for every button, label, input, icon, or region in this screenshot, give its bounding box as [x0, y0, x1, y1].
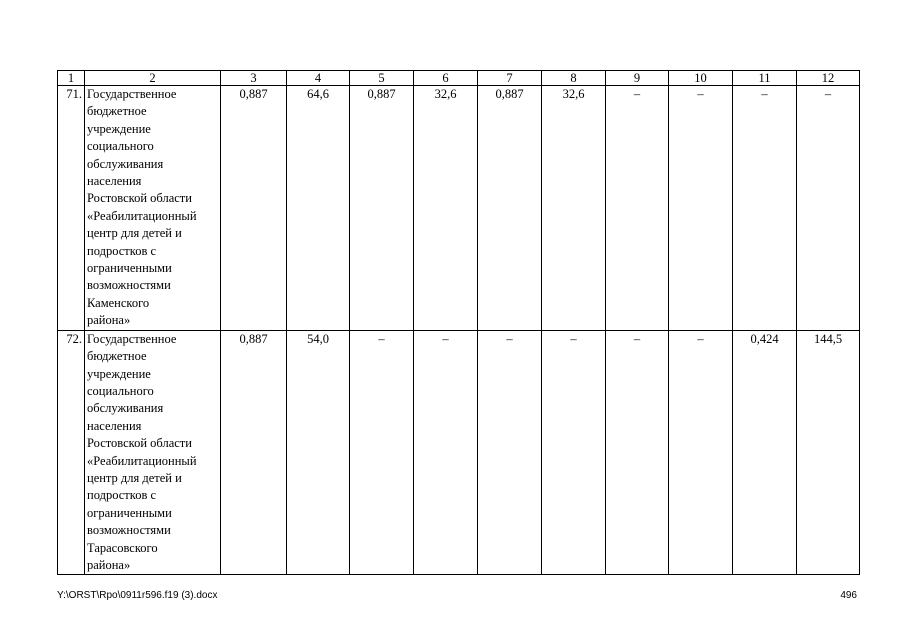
- name-line: бюджетное: [87, 104, 147, 119]
- table-cell: –: [414, 330, 478, 575]
- name-line: центр для детей и: [87, 226, 182, 241]
- name-line: района»: [87, 557, 131, 572]
- row-number: 72.: [58, 330, 85, 575]
- name-line: Каменского: [87, 295, 150, 310]
- column-header: 6: [414, 71, 478, 86]
- column-header: 10: [669, 71, 733, 86]
- table-cell: –: [542, 330, 606, 575]
- name-line: Ростовской области: [87, 436, 192, 451]
- name-line: подростков с: [87, 243, 157, 258]
- name-line: возможностями: [87, 523, 171, 538]
- table-row: [58, 330, 860, 575]
- column-header: 1: [58, 71, 85, 86]
- column-header: 3: [221, 71, 287, 86]
- column-header: 9: [606, 71, 669, 86]
- column-header: 11: [733, 71, 797, 86]
- table-cell: –: [733, 86, 797, 331]
- page-number: 496: [840, 590, 857, 601]
- name-line: социального: [87, 383, 154, 398]
- table-cell: 64,6: [287, 86, 350, 331]
- table-row: [58, 86, 860, 331]
- column-header: 4: [287, 71, 350, 86]
- name-line: ограниченными: [87, 261, 172, 276]
- column-header: 7: [478, 71, 542, 86]
- name-line: Ростовской области: [87, 191, 192, 206]
- name-line: ограниченными: [87, 505, 172, 520]
- table-cell: –: [606, 330, 669, 575]
- table-cell: 0,887: [221, 330, 287, 575]
- table-cell: 54,0: [287, 330, 350, 575]
- name-line: подростков с: [87, 488, 157, 503]
- name-line: Тарасовского: [87, 540, 158, 555]
- name-line: социального: [87, 139, 154, 154]
- name-line: населения: [87, 418, 142, 433]
- name-line: обслуживания: [87, 401, 164, 416]
- institution-name: [85, 86, 221, 331]
- name-line: центр для детей и: [87, 470, 182, 485]
- institution-name: [85, 330, 221, 575]
- name-line: учреждение: [87, 121, 151, 136]
- name-line: обслуживания: [87, 156, 164, 171]
- name-line: Государственное: [87, 87, 177, 101]
- table-cell: 0,424: [733, 330, 797, 575]
- footer-file-path: Y:\ORST\Rpo\0911r596.f19 (3).docx: [57, 590, 218, 601]
- table-cell: –: [669, 330, 733, 575]
- name-line: возможностями: [87, 278, 171, 293]
- table-cell: 32,6: [542, 86, 606, 331]
- name-line: «Реабилитационный: [87, 453, 197, 468]
- name-line: Государственное: [87, 331, 177, 346]
- table-cell: –: [669, 86, 733, 331]
- data-table: [57, 70, 860, 575]
- table-cell: 144,5: [797, 330, 860, 575]
- column-header: 5: [350, 71, 414, 86]
- table-cell: 0,887: [221, 86, 287, 331]
- name-line: района»: [87, 313, 131, 328]
- table-cell: –: [478, 330, 542, 575]
- name-line: бюджетное: [87, 349, 147, 364]
- name-line: «Реабилитационный: [87, 208, 197, 223]
- table-cell: –: [797, 86, 860, 331]
- table-cell: –: [606, 86, 669, 331]
- table-cell: 32,6: [414, 86, 478, 331]
- row-number: 71.: [58, 86, 85, 331]
- name-line: учреждение: [87, 366, 151, 381]
- table-cell: –: [350, 330, 414, 575]
- column-header: 12: [797, 71, 860, 86]
- table-cell: 0,887: [478, 86, 542, 331]
- column-header: 2: [85, 71, 221, 86]
- column-header: 8: [542, 71, 606, 86]
- name-line: населения: [87, 174, 142, 189]
- header-row: [58, 71, 860, 86]
- table-cell: 0,887: [350, 86, 414, 331]
